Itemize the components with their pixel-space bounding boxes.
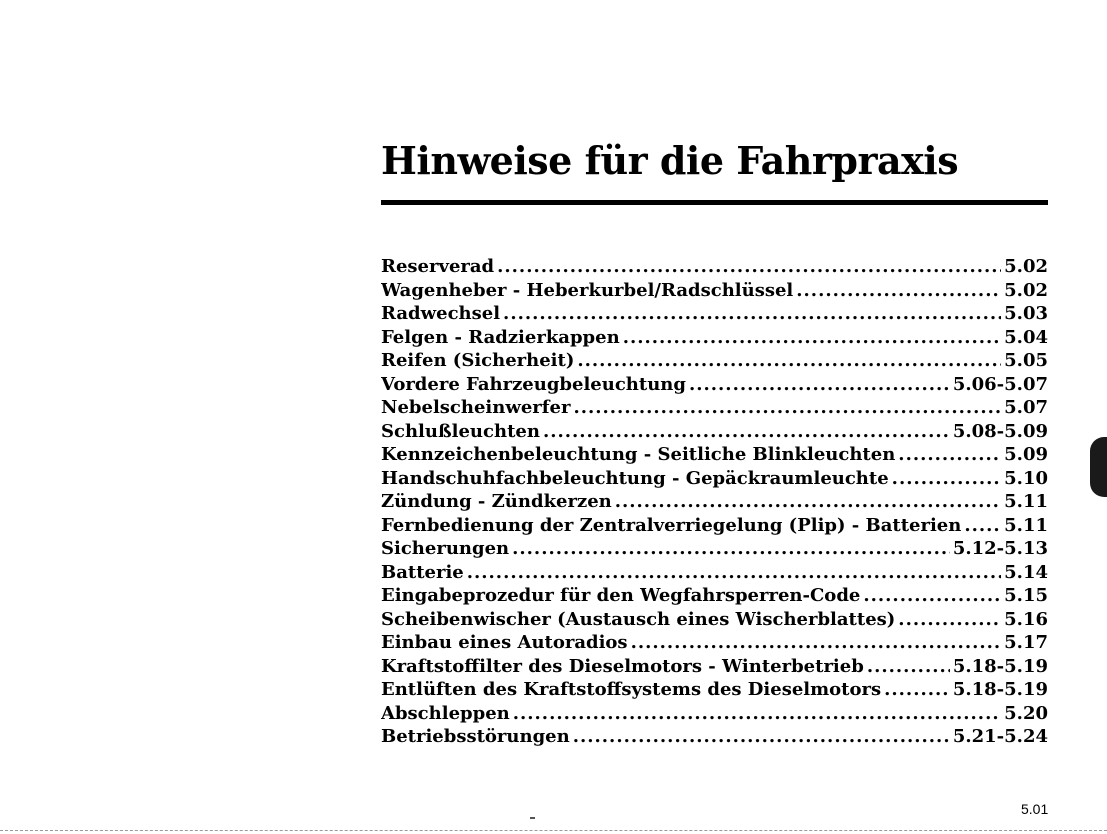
dot-leader bbox=[898, 443, 1001, 467]
toc-entry-page: 5.02 bbox=[1004, 279, 1048, 301]
toc-entry-label: Batterie bbox=[381, 561, 464, 583]
dot-leader bbox=[497, 255, 1001, 279]
toc-entry-page: 5.09 bbox=[1004, 444, 1048, 465]
toc-entry-fernbedienung[interactable] bbox=[381, 514, 1048, 538]
toc-entry-page: 5.16 bbox=[1004, 608, 1048, 630]
toc-entry-page: 5.18-5.19 bbox=[952, 655, 1048, 677]
toc-entry-page: 5.05 bbox=[1004, 350, 1048, 371]
toc-entry-page: 5.07 bbox=[1004, 397, 1048, 418]
toc-entry-label: Sicherungen bbox=[381, 538, 510, 559]
dot-leader bbox=[573, 396, 1001, 420]
toc-entry-page: 5.21-5.24 bbox=[952, 726, 1048, 747]
dot-leader bbox=[884, 678, 950, 702]
dot-leader bbox=[503, 302, 1001, 326]
toc-entry-label: Einbau eines Autoradios bbox=[381, 632, 628, 653]
toc-entry-kraftstoffilter[interactable] bbox=[381, 655, 1048, 679]
toc-entry-handschuhfachbeleuchtung[interactable] bbox=[381, 467, 1048, 491]
scan-speck bbox=[530, 817, 535, 819]
toc-entry-label: Schlußleuchten bbox=[381, 420, 540, 442]
toc-entry-batterie[interactable] bbox=[381, 561, 1048, 585]
page-title: Hinweise für die Fahrpraxis bbox=[381, 138, 959, 183]
toc-entry-label: Reserverad bbox=[381, 256, 495, 277]
section-edge-tab bbox=[1090, 437, 1107, 497]
toc-entry-sicherungen[interactable] bbox=[381, 537, 1048, 561]
toc-entry-kennzeichenbeleuchtung[interactable] bbox=[381, 443, 1048, 467]
table-of-contents bbox=[381, 255, 1048, 749]
toc-entry-reserverad[interactable] bbox=[381, 255, 1048, 279]
dot-leader bbox=[577, 349, 1001, 373]
toc-entry-betriebsstoerungen[interactable] bbox=[381, 725, 1048, 749]
toc-entry-page: 5.12-5.13 bbox=[952, 538, 1048, 559]
toc-entry-wegfahrsperren-code[interactable] bbox=[381, 584, 1048, 608]
toc-entry-label: Eingabeprozedur für den Wegfahrsperren-Code bbox=[381, 585, 861, 606]
dot-leader bbox=[892, 467, 1001, 491]
toc-entry-reifen[interactable] bbox=[381, 349, 1048, 373]
toc-entry-radwechsel[interactable] bbox=[381, 302, 1048, 326]
dot-leader bbox=[513, 702, 1001, 726]
toc-entry-scheibenwischer[interactable] bbox=[381, 608, 1048, 632]
toc-entry-autoradio[interactable] bbox=[381, 631, 1048, 655]
dot-leader bbox=[623, 326, 1001, 350]
toc-entry-nebelscheinwerfer[interactable] bbox=[381, 396, 1048, 420]
toc-entry-label: Zündung - Zündkerzen bbox=[381, 491, 612, 512]
toc-entry-page: 5.04 bbox=[1004, 326, 1048, 348]
page-number: 5.01 bbox=[1021, 801, 1049, 817]
toc-entry-page: 5.17 bbox=[1004, 632, 1048, 653]
dot-leader bbox=[543, 420, 950, 444]
toc-entry-label: Felgen - Radzierkappen bbox=[381, 326, 620, 348]
toc-entry-label: Entlüften des Kraftstoffsystems des Dieselmotors bbox=[381, 679, 882, 700]
title-rule bbox=[381, 200, 1048, 205]
toc-entry-label: Betriebsstörungen bbox=[381, 726, 570, 747]
page-bottom-edge bbox=[0, 830, 1107, 831]
toc-entry-page: 5.11 bbox=[1004, 491, 1048, 512]
dot-leader bbox=[898, 608, 1001, 632]
dot-leader bbox=[573, 725, 950, 749]
toc-entry-wagenheber[interactable] bbox=[381, 279, 1048, 303]
toc-entry-page: 5.08-5.09 bbox=[952, 420, 1048, 442]
toc-entry-schlussleuchten[interactable] bbox=[381, 420, 1048, 444]
toc-entry-label: Kennzeichenbeleuchtung - Seitliche Blinkleuchten bbox=[381, 444, 896, 465]
toc-entry-abschleppen[interactable] bbox=[381, 702, 1048, 726]
dot-leader bbox=[964, 514, 1001, 538]
toc-entry-entlueften[interactable] bbox=[381, 678, 1048, 702]
toc-entry-label: Reifen (Sicherheit) bbox=[381, 350, 575, 371]
toc-entry-page: 5.20 bbox=[1004, 702, 1048, 724]
toc-entry-label: Vordere Fahrzeugbeleuchtung bbox=[381, 373, 686, 395]
toc-entry-page: 5.06-5.07 bbox=[952, 373, 1048, 395]
dot-leader bbox=[467, 561, 1001, 585]
toc-entry-page: 5.11 bbox=[1004, 514, 1048, 536]
toc-entry-page: 5.03 bbox=[1004, 303, 1048, 324]
toc-entry-page: 5.14 bbox=[1004, 561, 1048, 583]
toc-entry-page: 5.15 bbox=[1004, 585, 1048, 606]
dot-leader bbox=[512, 537, 950, 561]
toc-entry-label: Abschleppen bbox=[381, 702, 510, 724]
toc-entry-label: Nebelscheinwerfer bbox=[381, 397, 571, 418]
dot-leader bbox=[689, 373, 950, 397]
toc-entry-label: Scheibenwischer (Austausch eines Wischerblattes) bbox=[381, 608, 896, 630]
toc-entry-fahrzeugbeleuchtung[interactable] bbox=[381, 373, 1048, 397]
toc-entry-page: 5.02 bbox=[1004, 256, 1048, 277]
dot-leader bbox=[867, 655, 950, 679]
toc-entry-label: Wagenheber - Heberkurbel/Radschlüssel bbox=[381, 279, 794, 301]
toc-entry-felgen[interactable] bbox=[381, 326, 1048, 350]
toc-entry-page: 5.18-5.19 bbox=[952, 679, 1048, 700]
dot-leader bbox=[631, 631, 1002, 655]
toc-entry-label: Kraftstoffilter des Dieselmotors - Winterbetrieb bbox=[381, 655, 864, 677]
dot-leader bbox=[863, 584, 1001, 608]
toc-entry-label: Fernbedienung der Zentralverriegelung (Plip) - Batterien bbox=[381, 514, 962, 536]
toc-entry-label: Handschuhfachbeleuchtung - Gepäckraumleuchte bbox=[381, 467, 889, 489]
dot-leader bbox=[796, 279, 1001, 303]
toc-entry-page: 5.10 bbox=[1004, 467, 1048, 489]
dot-leader bbox=[615, 490, 1001, 514]
toc-entry-label: Radwechsel bbox=[381, 303, 501, 324]
toc-entry-zuendung[interactable] bbox=[381, 490, 1048, 514]
